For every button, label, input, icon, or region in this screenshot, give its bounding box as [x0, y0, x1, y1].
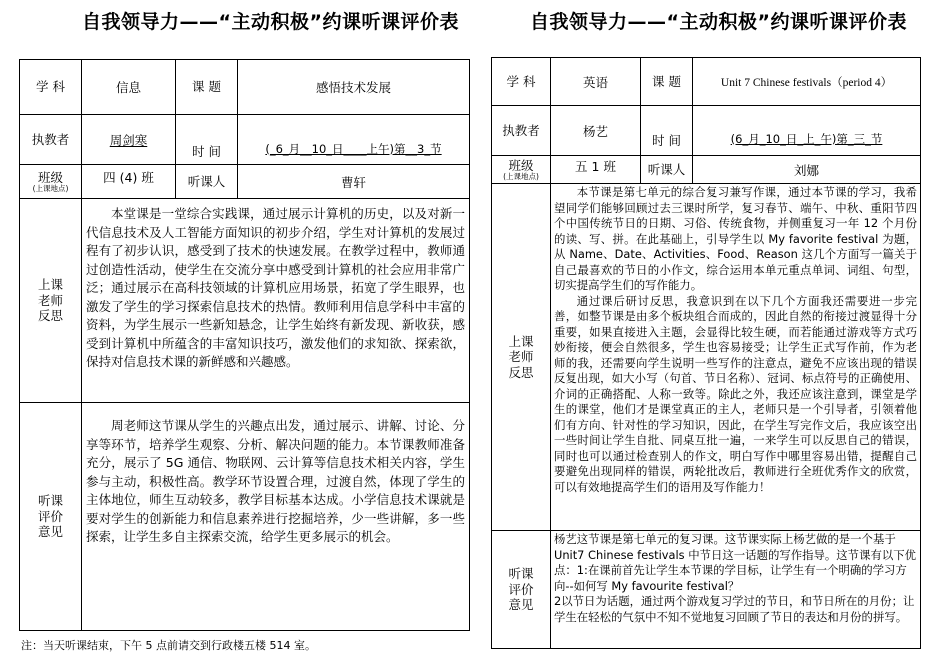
left-evaluation-text: 周老师这节课从学生的兴趣点出发，通过展示、讲解、讨论、分享等环节，培养学生观察、分析、解决问题的能力。本节课教师准备充分，展示了 5G 通信、物联网、云计算等信息技术相关内容，学生参与主动，积极性高。教学环节设置合理，过渡自然，体现了学生的主体地位，师生互动较多，教学目标基本达成。小学信息技术课就是要对学生的创新能力和信息素养进行挖掘培养，少一些讲解，多一些探索，让学生多自主探索交流，给学生更多展示的机会。: [86, 418, 465, 544]
right-class-value: 五 1 班: [551, 156, 641, 184]
right-topic-label: 课 题: [641, 58, 693, 106]
left-class-value: 四 (4) 班: [82, 165, 176, 199]
left-teacher-value: 周剑寒: [109, 133, 148, 148]
right-evaluation-line-2: 2以节日为话题，通过两个游戏复习学过的节日，和节日所在的月份；让学生在轻松的气氛中不知不觉地复习回顾了节日的表达和月份的拼写。: [554, 594, 915, 624]
right-class-note: (上课地点): [503, 172, 539, 182]
left-subject-value: 信息: [82, 60, 176, 115]
left-class-note: (上课地点): [32, 184, 69, 194]
right-evaluation-label: 听课评价意见: [492, 531, 551, 649]
right-teacher-label: 执教者: [492, 106, 551, 156]
right-reflection-p2: 通过课后研讨反思，我意识到在以下几个方面我还需要进一步完善，如整节课是由多个板块组合而成的，因此自然的衔接过渡显得十分重要，如果直接进入主题，会显得比较生硬，而若能通过游戏等方式巧妙衔接，便会自然很多，学生也容易接受；让学生正式写作前，作为老师的我，还需要向学生说明一些写作的注意点，避免不应该出现的错误反复出现，如大小写（句首、节日名称）、冠词、标点符号的正确使用、介词的正确搭配、人称一致等。除此之外，我还应该注意到，课堂是学生的课堂，他们才是课堂真正的主人，老师只是一个引导者，引领着他们有方向、针对性的学习知识，因此，在学生写完作文后，我应该空出一些时间让学生自批、同桌互批一遍，一来学生可以反思自己的错误，同时也可以通过检查别人的作文，明白写作中哪里容易出错，提醒自己要避免出现同样的错误，两轮批改后，教师进行全班优秀作文的欣赏，可以有效地提高学生们的语用及写作能力！: [554, 293, 917, 494]
left-subject-label: 学 科: [20, 60, 82, 115]
right-topic-value: Unit 7 Chinese festivals（period 4）: [693, 58, 921, 106]
right-time-label: 时 间: [641, 106, 693, 156]
left-title: 自我领导力——“主动积极”约课听课评价表: [82, 11, 459, 33]
left-topic-label: 课 题: [176, 60, 238, 115]
left-class-label: 班级: [37, 169, 63, 185]
left-teacher-label: 执教者: [20, 115, 82, 165]
left-listener-value: 曹轩: [238, 165, 470, 199]
left-reflection-text: 本堂课是一堂综合实践课，通过展示计算机的历史，以及对新一代信息技术及人工智能方面知识的初步介绍，学生对计算机的发展过程有了初步认识，感受到了技术的快速发展。在教学过程中，教师通过创造性活动，使学生在交流分享中感受到计算机的社会应用非常广泛；通过展示在高科技领域的计算机应用场景，拓宽了学生眼界，也激发了学生的学习探索信息技术的热情。教师利用信息学科中丰富的资料，为学生展示一些新知悬念，让学生始终有新发现、新收获，感受到计算机中所蕴含的丰富知识技巧，激发他们的求知欲、探索欲，保持对信息技术课的新鲜感和兴趣感。: [86, 206, 465, 369]
left-topic-value: 感悟技术发展: [238, 60, 470, 115]
right-listener-value: 刘娜: [693, 156, 921, 184]
right-table: [491, 57, 921, 649]
right-class-label: 班级: [508, 157, 534, 173]
left-table: [19, 59, 470, 631]
left-time-value: (_6_月__10_日____上午)第__3_节: [265, 142, 442, 156]
right-reflection-p1: 本节课是第七单元的综合复习兼写作课，通过本节课的学习，我希望同学们能够回顾过去三课时所学，复习春节、端午、中秋、重阳节四个中国传统节日的日期、习俗、传统食物，并侧重复习一年 12 个月份的读、写、拼。在此基础上，引导学生以 My favorite festival 为题，从 Name、Date、Activities、Food、Reason 这几个方面写一篇关于自己最喜欢的节日的小作文，综合运用本单元重点单词、词组、句型，切实提高学生们的写作能力。: [554, 185, 917, 292]
right-subject-value: 英语: [551, 58, 641, 106]
right-subject-label: 学 科: [492, 58, 551, 106]
left-class-label-cell: [20, 165, 82, 199]
right-time-value: (6_月_10_日_上_午)第_三_节: [730, 132, 883, 146]
right-listener-label: 听课人: [641, 156, 693, 184]
right-title: 自我领导力——“主动积极”约课听课评价表: [530, 11, 907, 33]
right-reflection-label: 上课老师反思: [492, 184, 551, 531]
left-evaluation-label: 听课评价意见: [20, 403, 82, 631]
left-time-label: 时 间: [176, 115, 238, 165]
right-teacher-value: 杨艺: [551, 106, 641, 156]
left-listener-label: 听课人: [176, 165, 238, 199]
right-class-label-cell: [492, 156, 551, 184]
left-footnote: 注：当天听课结束，下午 5 点前请交到行政楼五楼 514 室。: [21, 639, 316, 652]
left-reflection-label: 上课老师反思: [20, 199, 82, 403]
right-evaluation-line-1: 杨艺这节课是第七单元的复习课。这节课实际上杨艺做的是一个基于 Unit7 Chinese festivals 中节日这一话题的写作指导。这节课有以下优点：1:在课前首先让学生本节课的学目标，让学生有一个明确的学习方向--如何写 My favourite festival？: [554, 532, 917, 593]
